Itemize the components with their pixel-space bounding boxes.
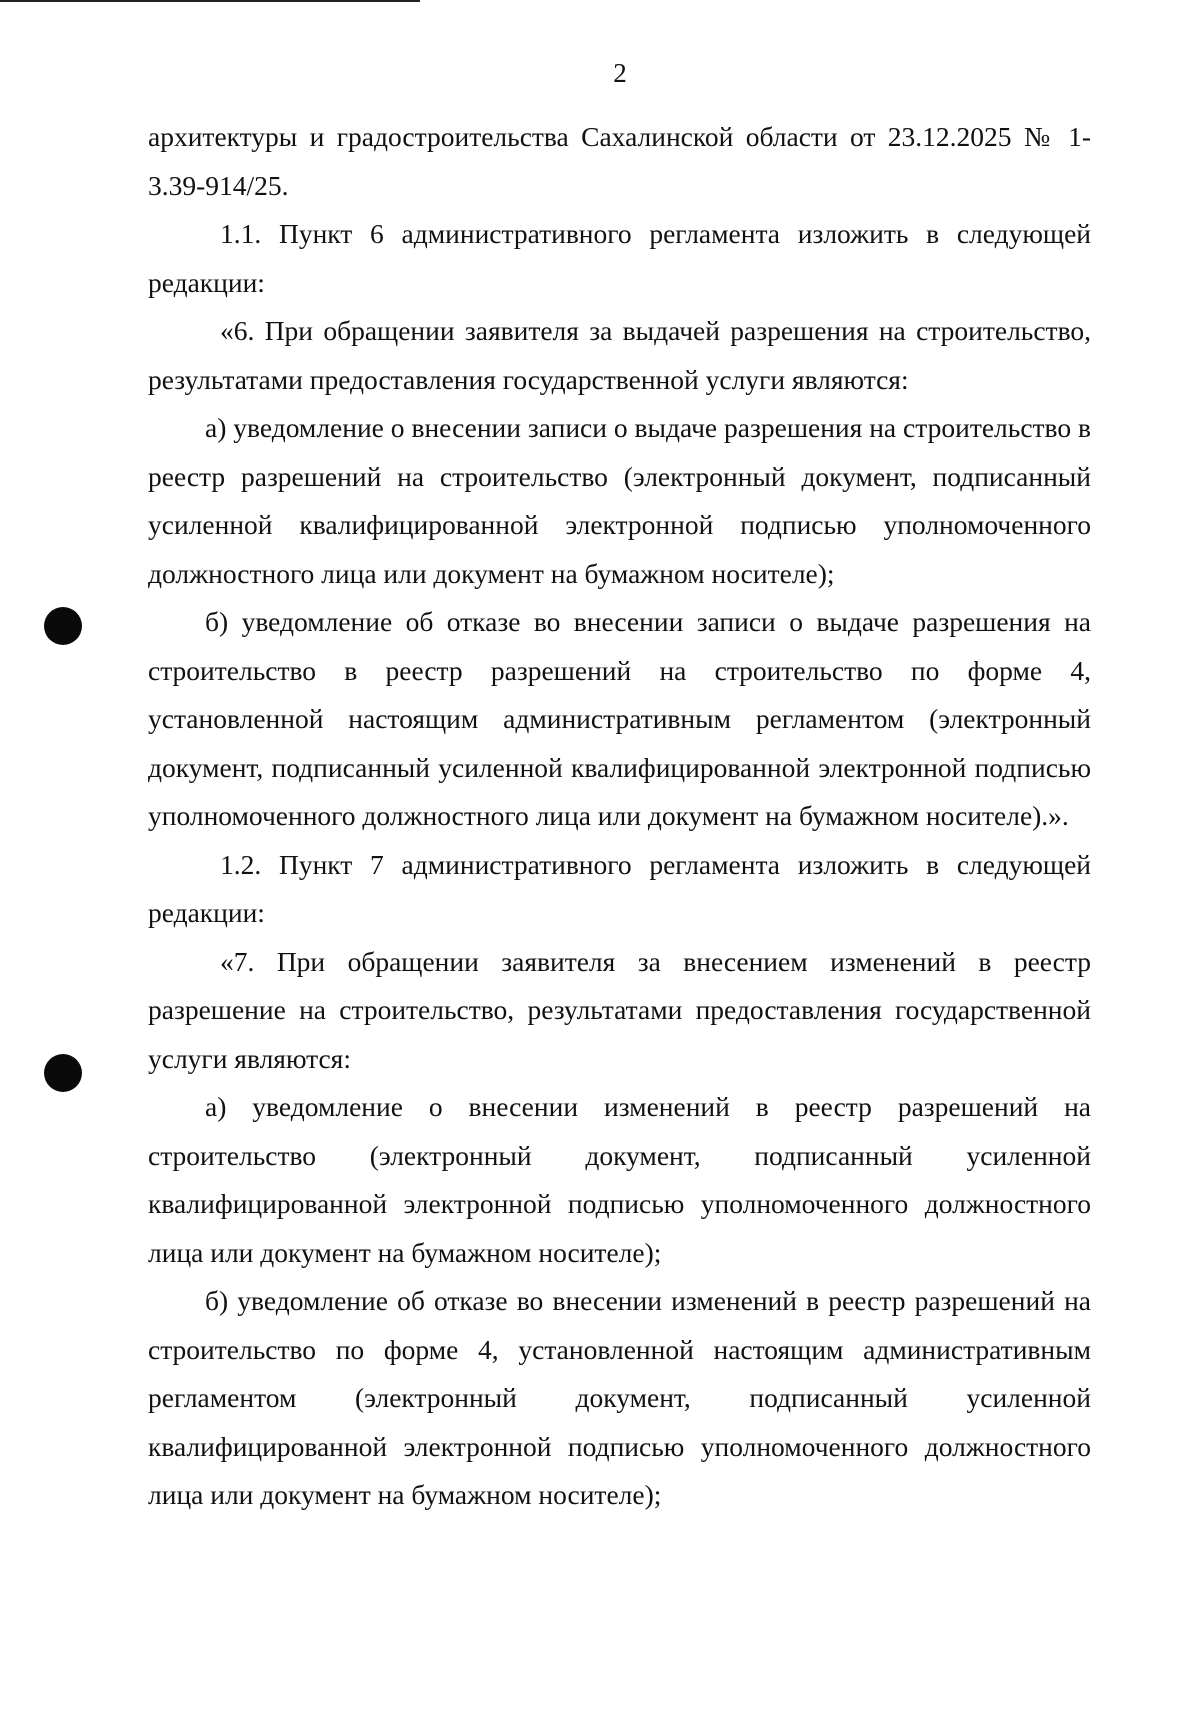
paragraph-clause-6-a: а) уведомление о внесении записи о выдаче разрешения на строительство в реестр разрешений на строительство (электронный документ, подписанный усиленной квалифицированной электронной подписью уполномоченного должностного лица или документ на бумажном носителе); <box>148 412 1091 589</box>
paragraph-clause-7-b: б) уведомление об отказе во внесении изменений в реестр разрешений на строительство по форме 4, установленной настоящим административным регламентом (электронный документ, подписанный усиленной квалифицированной электронной подписью уполномоченного должностного лица или документ на бумажном носителе); <box>148 1285 1091 1510</box>
paragraph-clause-7: «7. При обращении заявителя за внесением изменений в реестр разрешение на строительство, результатами предоставления государственной услуги являются: <box>148 945 1091 1074</box>
paragraph-clause-7-a: а) уведомление о внесении изменений в реестр разрешений на строительство (электронный документ, подписанный усиленной квалифицированной электронной подписью уполномоченного должностного лица или документ на бумажном носителе); <box>148 1091 1091 1268</box>
document-body <box>148 113 1091 1520</box>
paragraph-item-1-2: 1.2. Пункт 7 административного регламента изложить в следующей редакции: <box>148 848 1091 928</box>
punch-hole-icon <box>44 607 82 645</box>
page-number: 2 <box>613 58 627 88</box>
paragraph-item-1-1: 1.1. Пункт 6 административного регламента изложить в следующей редакции: <box>148 218 1091 298</box>
paragraph-clause-6: «6. При обращении заявителя за выдачей разрешения на строительство, результатами предоставления государственной услуги являются: <box>148 315 1091 395</box>
punch-hole-icon <box>44 1054 82 1092</box>
paragraph-continuation: архитектуры и градостроительства Сахалинской области от 23.12.2025 № 1-3.39-914/25. <box>148 121 1091 201</box>
paragraph-clause-6-b: б) уведомление об отказе во внесении записи о выдаче разрешения на строительство в реестр разрешений на строительство по форме 4, установленной настоящим административным регламентом (электронный документ, подписанный усиленной квалифицированной электронной подписью уполномоченного должностного лица или документ на бумажном носителе).». <box>148 606 1091 831</box>
top-border-line <box>0 0 420 2</box>
